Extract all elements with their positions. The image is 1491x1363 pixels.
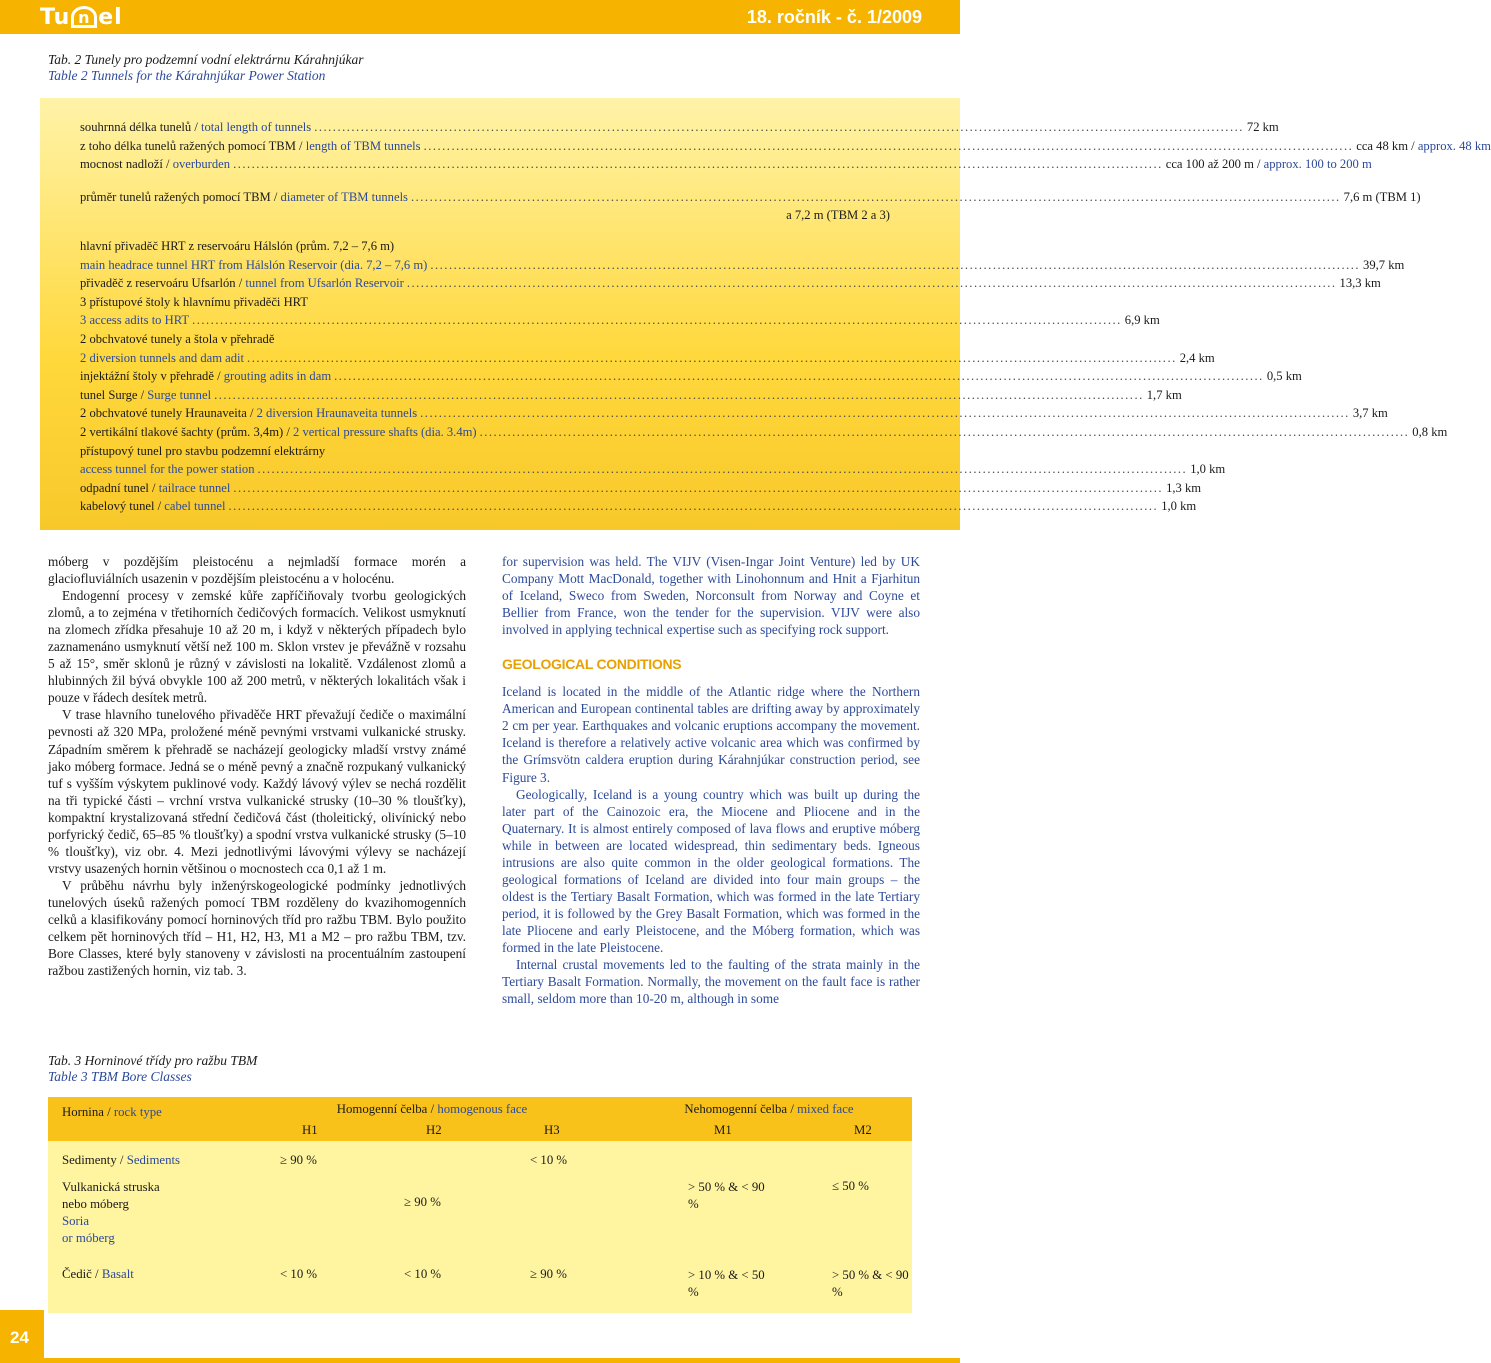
row-label [80, 497, 226, 516]
rock-cz2: nebo móberg [62, 1197, 129, 1211]
row-label [80, 367, 331, 386]
row-value-cz: 0,5 km [1266, 369, 1302, 384]
table-cell [486, 1175, 626, 1261]
table-row [80, 256, 1405, 275]
row-value [1147, 386, 1182, 405]
row-label [80, 293, 308, 312]
row-value-cz: 1,7 km [1146, 387, 1182, 402]
left-column [48, 553, 466, 979]
row-label-cz: přístupový tunel pro stavbu podzemní elektrárny [80, 443, 326, 458]
table2-caption-cz: Tab. 2 Tunely pro podzemní vodní elektrárnu Kárahnjúkar [48, 52, 364, 67]
row-value [1344, 188, 1421, 207]
leader-dots: ........................................................................................................................................................................................................ [410, 189, 1341, 204]
rock-type-header [48, 1097, 238, 1141]
homog-cz: Homogenní čelba / [336, 1102, 438, 1116]
row-label-cz: 2 obchvatové tunely a štola v přehradě [80, 331, 275, 346]
nonhomog-en: mixed face [797, 1102, 854, 1116]
table3-caption-en: Table 3 TBM Bore Classes [48, 1069, 192, 1084]
row-value-cz: 1,3 km [1166, 480, 1202, 495]
row-value-cz: 72 km [1246, 120, 1279, 134]
logo-text-1: Tu [40, 4, 71, 30]
class-m2: M2 [854, 1123, 872, 1137]
leader-dots: ........................................................................................................................................................................................................ [479, 424, 1410, 439]
table-row [80, 293, 890, 312]
mixed-header [626, 1097, 912, 1119]
row-label [80, 423, 477, 442]
table3-caption [48, 1053, 257, 1085]
leader-dots: ........................................................................................................................................................................................................ [233, 157, 1163, 172]
row-value-cz: 13,3 km [1339, 276, 1381, 291]
footer-bar [44, 1358, 960, 1363]
right-paragraphs [502, 683, 920, 1007]
table-row [80, 274, 1381, 293]
table-cell: ≥ 90 % [404, 1195, 441, 1209]
row-label-cz: hlavní přivaděč HRT z reservoáru Hálslón (prům. 7,2 – 7,6 m) [80, 238, 395, 253]
row-label-cz: injektážní štoly v přehradě / [80, 369, 224, 384]
paragraph: Endogenní procesy v zemské kůře zapříčiňovaly tvorbu geologických zlomů, a to zejména v třetihorních čedičových formacích. Velikost usmyknutí na zlomech zřídka přesahuje 10 až 20 m, i když v některých případech bylo zaznamenáno usmyknutí větší než 100 m. Sklon vrstev je převážně v rozsahu 5 až 15°, směr sklonů je různý v závislosti na lokalitě. Vzdálenost zlomů a hlubinných žil bývá obvykle 100 až 200 metrů, v některých lokalitách však i pouze v řádech desítek metrů. [48, 588, 466, 706]
leader-dots: ........................................................................................................................................................................................................ [214, 387, 1144, 402]
nonhomog-cz: Nehomogenní čelba / [684, 1102, 798, 1116]
table2-caption [48, 52, 364, 84]
row-value-cz: cca 48 km / [1356, 138, 1418, 153]
row-label-cz: 3 přístupové štoly k hlavnímu přivaděči HRT [80, 294, 308, 309]
rock-en3: or móberg [62, 1231, 115, 1245]
table-cell: < 10 % [280, 1267, 318, 1281]
paragraph: V průběhu návrhu byly inženýrskogeologické podmínky jednotlivých tunelových úseků ražených pomocí TBM rozděleny do kvazihomogenních celků a klasifikovány pomocí horninových tříd pro ražbu TBM. Bylo použito celkem pět horninových tříd – H1, H2, H3, M1 a M2 – pro ražbu TBM, tzv. Bore Classes, které byly stanoveny v závislosti na procentuálním zastoupení ražbou zastižených hornin, viz tab. 3. [48, 877, 466, 979]
row-value-cz: 39,7 km [1363, 257, 1405, 272]
row-value [1356, 137, 1491, 156]
row-label-cz: kabelový tunel / [80, 499, 165, 514]
row-label-cz: z toho délka tunelů ražených pomocí TBM / [80, 138, 306, 153]
row-value-cz: 3,7 km [1352, 406, 1388, 421]
row-value [1340, 274, 1381, 293]
paragraph: V trase hlavního tunelového přivaděče HRT převažují čediče o maximální pevnosti až 320 MPa, proložené méně pevnými vrstvami vulkanické strusky. Západním směrem k přehradě se nacházejí geologicky mladší vrstvy známé jako móberg formace. Jedná se o méně pevný a značně rozpukaný vulkanický tuf s vyšším výskytem puklinové vody. Každý lávový výlev se nechá rozdělit na tři typické části – vrchní vrstva vulkanické strusky (10–30 % tloušťky), kompaktní krystalizovaná střední čedičová část (tholeitický, olivínický nebo porfyrický čedič, 65–85 % tloušťky) a spodní vrstva vulkanické strusky (5–10 % tloušťky), viz obr. 4. Mezi jednotlivými lávovými výlevy se nacházejí vrstvy usazených hornin většinou o mocnostech cca 0,1 až 1 m. [48, 707, 466, 876]
paragraph: Iceland is located in the middle of the Atlantic ridge where the Northern American and European continental tables are drifting away by approximately 2 cm per year. Earthquakes and volcanic eruptions accompany the movement. Iceland is therefore a relatively active volcanic area which was confirmed by the Grímsvötn caldera eruption during Kárahnjúkar construction period, see Figure 3. [502, 684, 920, 785]
table-row [48, 1175, 912, 1261]
table-row [48, 1141, 912, 1175]
tunel-logo [40, 4, 123, 30]
leader-dots: ........................................................................................................................................................................................................ [228, 499, 1159, 514]
table-cell: ≥ 90 % [530, 1267, 567, 1281]
row-value [1363, 256, 1404, 275]
rock-type-en: rock type [113, 1105, 162, 1119]
rock-en: Basalt [101, 1267, 134, 1281]
row-label-en: Surge tunnel [147, 387, 212, 402]
leader-dots: ........................................................................................................................................................................................................ [334, 369, 1264, 384]
leader-dots: ........................................................................................................................................................................................................ [423, 138, 1354, 153]
row-value-cz: 1,0 km [1190, 462, 1226, 477]
table-cell: < 10 % [404, 1267, 442, 1281]
row-value-cz: a 7,2 m (TBM 2 a 3) [786, 208, 890, 223]
table3-caption-cz: Tab. 3 Horninové třídy pro ražbu TBM [48, 1053, 258, 1068]
row-label-en: access tunnel for the power station [80, 462, 255, 477]
row-label [80, 460, 255, 479]
row-value [1353, 404, 1388, 423]
table-row [80, 118, 1279, 137]
row-label-en: overburden [172, 157, 231, 172]
row-label [80, 404, 417, 423]
table-row [80, 188, 1421, 207]
table-cell [362, 1141, 486, 1175]
paragraph: Geologically, Iceland is a young country which was built up during the later part of the Cainozoic era, the Miocene and Pliocene and in the Quaternary. It is almost entirely composed of lava flows and eruptive móberg while in between are located widespread, thin sedimentary beds. Igneous intrusions are also quite common in the older geological formations. The geological formations of Iceland are divided into four main groups – the oldest is the Tertiary Basalt Formation, which was formed in the late Tertiary period, it is followed by the Grey Basalt Formation, which was formed in the late Pliocene and early Pleistocene, and the Móberg formation, which was formed in the late Pleistocene. [502, 786, 920, 955]
table-row [80, 460, 1226, 479]
row-value [1166, 155, 1372, 174]
paragraph: móberg v pozdějším pleistocénu a nejmladší formace morén a glaciofluviálních usazenin v pozdějším pleistocénu a v holocénu. [48, 554, 466, 587]
row-label-en: diameter of TBM tunnels [280, 189, 408, 204]
row-label-cz: souhrnná délka tunelů / [80, 120, 202, 134]
page-header [0, 0, 960, 34]
rock-cz: Čedič / [62, 1267, 102, 1281]
table-row [80, 479, 1202, 498]
row-label-en: 2 vertical pressure shafts (dia. 3.4m) [293, 424, 477, 439]
row-label-cz: průměr tunelů ražených pomocí TBM / [80, 189, 281, 204]
row-label [80, 155, 230, 174]
row-label-en: total length of tunnels [201, 120, 312, 134]
table-row [80, 404, 1388, 423]
table-cell [626, 1141, 770, 1175]
right-intro: for supervision was held. The VIJV (Visen-Ingar Joint Venture) led by UK Company Mott MacDonald, together with Linohonnum and Hnit a Fjarhitun of Iceland, Sweco from Sweden, Norconsult from Norway and Coyne et Bellier from France, won the tender for the supervision. VIJV were also involved in applying technical expertise such as specifying rock support. [502, 554, 920, 638]
table2-caption-en: Table 2 Tunnels for the Kárahnjúkar Power Station [48, 68, 326, 83]
row-label [80, 311, 189, 330]
row-label-en: main headrace tunnel HRT from Hálslón Reservoir (dia. 7,2 – 7,6 m) [80, 257, 428, 272]
rock-cz: Sedimenty / [62, 1153, 127, 1167]
row-value [1125, 311, 1160, 330]
row-label [80, 479, 230, 498]
issue-label: 18. ročník - č. 1/2009 [746, 7, 922, 27]
row-label [80, 188, 408, 207]
row-value-cz: 2,4 km [1179, 350, 1215, 365]
section-title: GEOLOGICAL CONDITIONS [502, 656, 682, 673]
table-cell: > 10 % & < 50 % [688, 1268, 765, 1299]
row-label [80, 118, 311, 137]
table-cell: > 50 % & < 90 % [832, 1268, 909, 1299]
table-row [80, 137, 1491, 156]
rock-volcanic [48, 1175, 238, 1261]
rock-sediments [48, 1141, 238, 1175]
row-label [80, 274, 404, 293]
row-label-cz: tunel Surge / [80, 387, 148, 402]
rock-cz: Vulkanická struska [62, 1180, 160, 1194]
homog-en: homogenous face [437, 1102, 528, 1116]
paragraph: Internal crustal movements led to the faulting of the strata mainly in the Tertiary Basalt Formation. Normally, the movement on the fault face is rather small, seldom more than 10-20 m, although in some [502, 957, 920, 1007]
row-value-en: approx. 48 km [1417, 138, 1491, 153]
row-label-en: cabel tunnel [164, 499, 226, 514]
row-value-cz: 7,6 m (TBM 1) [1343, 189, 1421, 204]
row-label [80, 442, 325, 461]
table-row [80, 423, 1448, 442]
leader-dots: ........................................................................................................................................................................................................ [233, 480, 1164, 495]
row-label [80, 256, 427, 275]
table-cell: > 50 % & < 90 % [688, 1180, 765, 1211]
row-label-en: 3 access adits to HRT [80, 313, 190, 328]
class-h1: H1 [302, 1123, 318, 1137]
row-label-en: 2 diversion Hraunaveita tunnels [256, 406, 418, 421]
table-row [80, 497, 1197, 516]
leader-dots: ........................................................................................................................................................................................................ [406, 276, 1337, 291]
table-cell: ≤ 50 % [832, 1179, 869, 1193]
row-value [1412, 423, 1447, 442]
row-value [1166, 479, 1201, 498]
page-number: 24 [10, 1328, 29, 1347]
row-value [1247, 118, 1279, 137]
row-label-en: tunnel from Ufsarlón Reservoir [245, 276, 404, 291]
table-cell [770, 1141, 912, 1175]
leader-dots: ........................................................................................................................................................................................................ [314, 120, 1244, 134]
row-value [1161, 497, 1196, 516]
row-label [80, 386, 211, 405]
table-row [80, 206, 890, 225]
table-row [80, 442, 890, 461]
right-column [502, 553, 920, 1007]
rock-type-cz: Hornina / [62, 1105, 114, 1119]
logo-m-icon: n [71, 6, 97, 28]
row-value-cz: 0,8 km [1412, 424, 1448, 439]
table-cell: < 10 % [530, 1153, 568, 1167]
leader-dots: ........................................................................................................................................................................................................ [192, 313, 1122, 328]
row-label-en: 2 diversion tunnels and dam adit [80, 350, 245, 365]
row-value [1180, 349, 1215, 368]
table3 [48, 1097, 912, 1313]
table-row [80, 330, 890, 349]
leader-dots: ........................................................................................................................................................................................................ [430, 257, 1361, 272]
row-label-cz: 2 obchvatové tunely Hraunaveita / [80, 406, 257, 421]
row-label [80, 137, 421, 156]
row-label-en: length of TBM tunnels [305, 138, 421, 153]
row-value-cz: 1,0 km [1161, 499, 1197, 514]
table-row [80, 311, 1160, 330]
leader-dots: ........................................................................................................................................................................................................ [420, 406, 1350, 421]
row-label [80, 330, 274, 349]
leader-dots: ........................................................................................................................................................................................................ [257, 462, 1188, 477]
row-value [786, 206, 890, 225]
table-row [80, 155, 1372, 174]
row-label [80, 349, 244, 368]
leader-dots: ........................................................................................................................................................................................................ [247, 350, 1177, 365]
class-m1: M1 [714, 1123, 732, 1137]
row-value-cz: cca 100 až 200 m / [1165, 157, 1264, 172]
row-label [80, 237, 394, 256]
row-label-cz: 2 vertikální tlakové šachty (prům. 3,4m) / [80, 424, 293, 439]
table-row [80, 237, 890, 256]
row-label-en: grouting adits in dam [223, 369, 332, 384]
row-label-cz: mocnost nadloží / [80, 157, 173, 172]
table2 [80, 118, 1491, 516]
class-h2: H2 [426, 1123, 442, 1137]
logo-text-2: el [98, 4, 123, 30]
homogenous-header [238, 1097, 626, 1119]
rock-basalt [48, 1261, 238, 1313]
table-cell [238, 1175, 362, 1261]
row-value [1190, 460, 1225, 479]
rock-en2: Soria [62, 1214, 90, 1228]
row-label-en: tailrace tunnel [158, 480, 231, 495]
table-row [80, 386, 1182, 405]
row-label-cz: odpadní tunel / [80, 480, 159, 495]
row-value-en: approx. 100 to 200 m [1263, 157, 1372, 172]
rock-en: Sediments [126, 1153, 181, 1167]
table-row [80, 349, 1215, 368]
table-cell: ≥ 90 % [280, 1153, 317, 1167]
table-row [80, 367, 1302, 386]
page-number-box [0, 1310, 44, 1363]
table-row [48, 1261, 912, 1313]
row-value-cz: 6,9 km [1124, 313, 1160, 328]
row-value [1267, 367, 1302, 386]
row-label-cz: přivaděč z reservoáru Ufsarlón / [80, 276, 246, 291]
class-h3: H3 [544, 1123, 560, 1137]
table3-header-row [48, 1097, 912, 1119]
